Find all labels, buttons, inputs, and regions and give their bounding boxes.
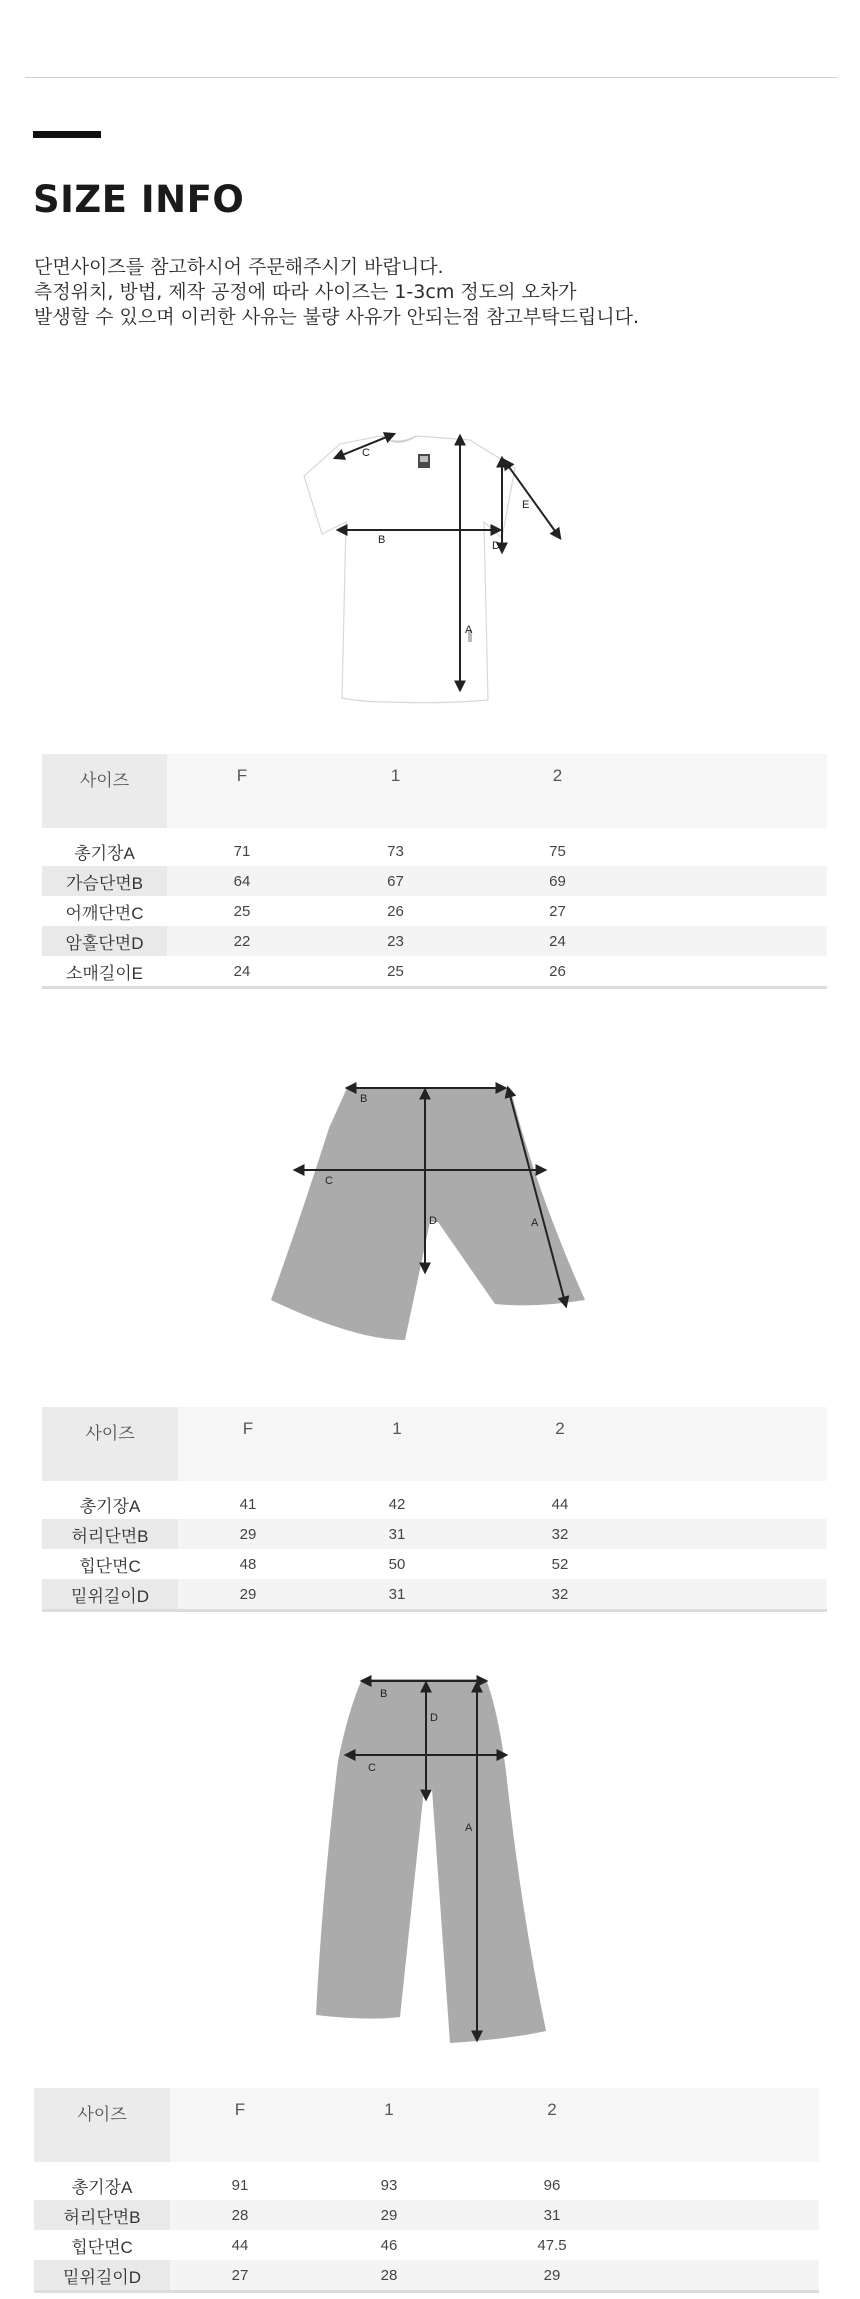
cell-2: 29 [468,2260,636,2292]
header-size: 사이즈 [34,2088,170,2162]
page-title: SIZE INFO [33,178,245,221]
row-label: 어깨단면C [65,903,144,923]
cell-empty [641,926,827,956]
row-label: 힙단면C [79,1556,141,1576]
row-label: 밑위길이D [42,1579,178,1611]
header-1: 1 [318,1407,476,1481]
cell-2: 24 [474,926,641,956]
cell-empty [636,2200,819,2230]
header-f: F [167,754,317,828]
header-f: F [178,1407,318,1481]
cell-empty [641,866,827,896]
tshirt-size-table [42,754,827,989]
table-row [42,896,827,926]
header-empty [636,2088,819,2162]
cell-f: 41 [239,1495,257,1513]
table-row [34,2230,819,2260]
cell-f: 44 [231,2236,249,2254]
cell-empty [636,2230,819,2260]
shorts-size-table [42,1407,827,1612]
cell-empty [644,1489,827,1519]
row-label: 총기장A [79,1496,141,1516]
table-row [42,1519,827,1549]
cell-1: 73 [387,842,404,860]
cell-1: 31 [318,1519,476,1549]
table-row [34,2260,819,2292]
label-d: D [429,1215,437,1227]
top-divider [25,77,837,78]
header-empty [644,1407,827,1481]
cell-f: 64 [167,866,317,896]
table-row [34,2170,819,2200]
cell-2: 96 [543,2176,561,2194]
label-a: A [531,1217,539,1229]
header-2: 2 [474,754,641,828]
label-d: D [430,1712,438,1724]
cell-empty [644,1579,827,1611]
notice-line: 측정위치, 방법, 제작 공정에 따라 사이즈는 1-3cm 정도의 오차가 [34,281,577,303]
cell-1: 50 [388,1555,406,1573]
cell-1: 28 [310,2260,468,2292]
table-row [34,2200,819,2230]
cell-2: 75 [549,842,566,860]
header-1: 1 [317,754,474,828]
cell-empty [641,896,827,926]
cell-2: 27 [549,902,566,920]
label-a: A [465,624,473,636]
title-accent-bar [33,131,101,138]
cell-2: 32 [476,1579,644,1611]
header-1: 1 [310,2088,468,2162]
label-b: B [360,1093,368,1105]
label-b: B [378,534,386,546]
pants-size-table [34,2088,819,2293]
cell-2: 44 [551,1495,569,1513]
cell-f: 48 [239,1555,257,1573]
tshirt-diagram [270,420,590,710]
table-row [42,926,827,956]
cell-f: 29 [178,1519,318,1549]
size-notice [34,255,639,330]
row-label: 총기장A [71,2177,133,2197]
cell-2: 52 [551,1555,569,1573]
header-2: 2 [468,2088,636,2162]
cell-empty [644,1519,827,1549]
row-label: 암홀단면D [42,926,167,956]
cell-f: 71 [233,842,251,860]
cell-1: 31 [318,1579,476,1611]
cell-1: 67 [317,866,474,896]
header-size: 사이즈 [42,754,167,828]
row-label: 밑위길이D [34,2260,170,2292]
cell-f: 27 [170,2260,310,2292]
cell-f: 29 [178,1579,318,1611]
notice-line: 단면사이즈를 참고하시어 주문해주시기 바랍니다. [34,256,444,278]
row-label: 힙단면C [71,2237,133,2257]
table-row [42,836,827,866]
row-label: 총기장A [74,843,135,863]
header-f: F [170,2088,310,2162]
label-a: A [465,1822,473,1834]
cell-1: 42 [388,1495,406,1513]
cell-2: 31 [468,2200,636,2230]
cell-f: 91 [231,2176,249,2194]
cell-1: 25 [317,956,474,988]
table-row [42,1579,827,1611]
cell-1: 29 [310,2200,468,2230]
shorts-shape [271,1088,585,1340]
row-label: 가슴단면B [42,866,167,896]
table-row [42,1549,827,1579]
header-2: 2 [476,1407,644,1481]
notice-line: 발생할 수 있으며 이러한 사유는 불량 사유가 안되는점 참고부탁드립니다. [34,306,639,328]
tshirt-shape [304,436,515,703]
cell-empty [644,1549,827,1579]
table-header-row [34,2088,819,2162]
cell-f: 25 [233,902,251,920]
table-header-row [42,1407,827,1481]
table-row [42,866,827,896]
row-label: 허리단면B [42,1519,178,1549]
label-c: C [368,1762,376,1774]
pants-diagram [300,1665,560,2050]
label-e: E [522,499,530,511]
cell-1: 26 [387,902,404,920]
pants-shape [316,1679,546,2043]
cell-1: 23 [317,926,474,956]
cell-empty [636,2170,819,2200]
cell-2: 26 [474,956,641,988]
cell-1: 46 [380,2236,398,2254]
table-row [42,956,827,988]
shorts-diagram [255,1070,595,1350]
header-size: 사이즈 [42,1407,178,1481]
row-label: 허리단면B [34,2200,170,2230]
cell-empty [636,2260,819,2292]
cell-f: 22 [167,926,317,956]
label-c: C [362,447,370,459]
table-row [42,1489,827,1519]
cell-2: 69 [474,866,641,896]
cell-f: 24 [167,956,317,988]
cell-2: 47.5 [537,2236,567,2254]
label-c: C [325,1175,333,1187]
cell-empty [641,956,827,988]
cell-2: 32 [476,1519,644,1549]
cell-1: 93 [380,2176,398,2194]
label-b: B [380,1688,388,1700]
table-header-row [42,754,827,828]
cell-empty [641,836,827,866]
row-label: 소매길이E [42,956,167,988]
cell-f: 28 [170,2200,310,2230]
label-d: D [492,540,500,552]
header-empty [641,754,827,828]
